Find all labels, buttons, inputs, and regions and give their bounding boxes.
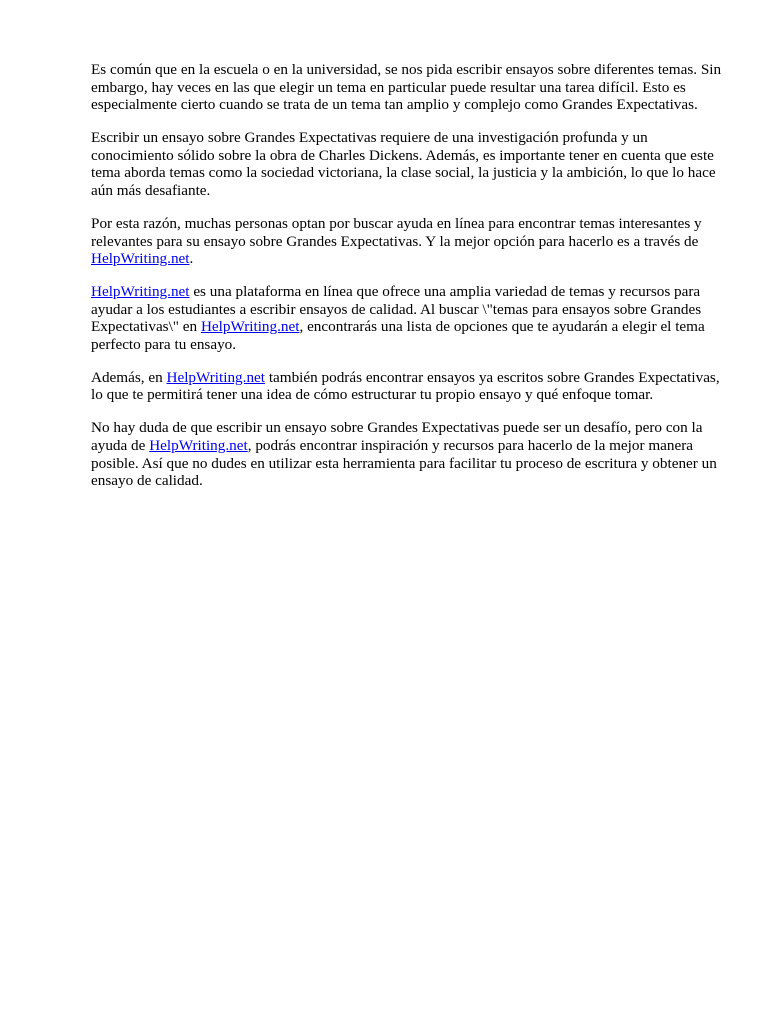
helpwriting-link[interactable]: HelpWriting.net — [91, 250, 190, 268]
paragraph-text: es una plataforma en línea que ofrece una amplia variedad de temas y recursos para ayudar a los estudiantes a escribir ensayos de calidad. Al buscar \"temas para ensayos sobre Grandes Expectativas\" en — [91, 283, 702, 336]
paragraph-text: Escribir un ensayo sobre Grandes Expectativas requiere de una investigación profunda y un conocimiento sólido sobre la obra de Charles Dickens. Además, es importante tener en cuenta que este tema aborda temas como la sociedad victoriana, la clase social, la justicia y la ambición, lo que lo hace aún más desafiante. — [91, 129, 716, 199]
paragraph-text: también podrás encontrar ensayos ya escritos sobre Grandes Expectativas, lo que te permitirá tener una idea de cómo estructurar tu propio ensayo y qué enfoque tomar. — [91, 368, 720, 404]
paragraph-text: , podrás encontrar inspiración y recursos para hacerlo de la mejor manera posible. Así que no dudes en utilizar esta herramienta para facilitar tu proceso de escritura y obtener un ensayo de calidad. — [91, 437, 717, 490]
helpwriting-link[interactable]: HelpWriting.net — [200, 318, 300, 336]
helpwriting-link[interactable]: HelpWriting.net — [91, 283, 190, 301]
document-body — [91, 61, 731, 505]
paragraph-text: Por esta razón, muchas personas optan por buscar ayuda en línea para encontrar temas interesantes y relevantes para su ensayo sobre Grandes Expectativas. Y la mejor opción para hacerlo es a través de — [91, 214, 702, 250]
paragraph-4 — [91, 283, 731, 353]
paragraph-6 — [91, 419, 731, 489]
paragraph-text: . — [189, 250, 194, 268]
paragraph-3 — [91, 215, 731, 268]
helpwriting-link[interactable]: HelpWriting.net — [166, 368, 266, 386]
paragraph-text: , encontrarás una lista de opciones que te ayudarán a elegir el tema perfecto para tu ensayo. — [91, 318, 705, 353]
paragraph-2 — [91, 129, 731, 199]
paragraph-1 — [91, 61, 731, 114]
paragraph-5 — [91, 369, 731, 404]
paragraph-text: No hay duda de que escribir un ensayo sobre Grandes Expectativas puede ser un desafío, pero con la ayuda de — [91, 419, 703, 455]
paragraph-text: Además, en — [91, 368, 167, 386]
helpwriting-link[interactable]: HelpWriting.net — [149, 437, 248, 455]
paragraph-text: Es común que en la escuela o en la universidad, se nos pida escribir ensayos sobre diferentes temas. Sin embargo, hay veces en las que elegir un tema en particular puede resultar una tarea difícil. Esto es especialmente cierto cuando se trata de un tema tan amplio y complejo como Grandes Expectativas. — [91, 61, 722, 114]
